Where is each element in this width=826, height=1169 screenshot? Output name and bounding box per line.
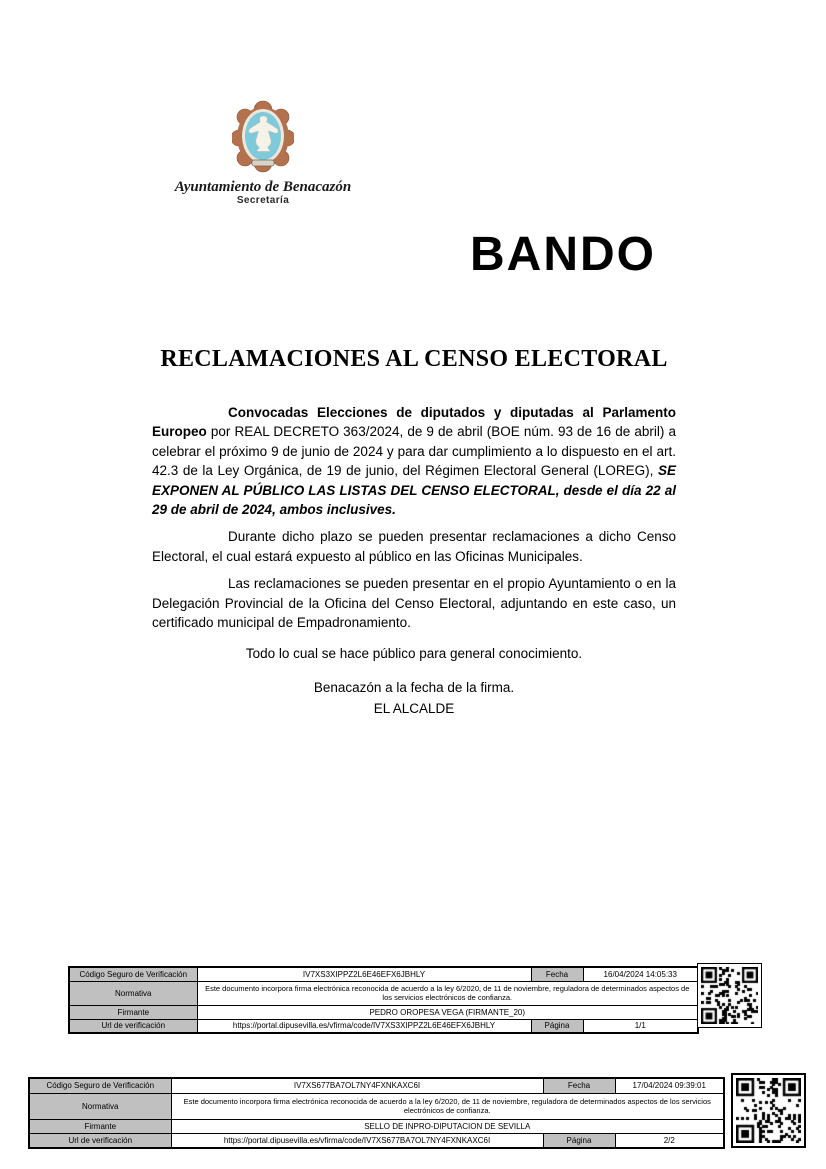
verification-table-1 [68, 966, 699, 1034]
url-value: https://portal.dipusevilla.es/vfirma/code/IV7XS3XIPPZ2L6E46EFX6JBHLY [197, 1019, 531, 1033]
firmante-label: Firmante [29, 1119, 171, 1133]
csv-value: IV7XS677BA7OL7NY4FXNKAXC6I [171, 1078, 543, 1093]
paragraph-reclamaciones: Las reclamaciones se pueden presentar en el propio Ayuntamiento o en la Delegación Provincial de la Oficina del Censo Electoral, adjuntando en este caso, un certificado municipal de Empadronamiento. [152, 576, 676, 631]
qr-frame-1 [697, 963, 762, 1028]
pagina-value: 2/2 [615, 1133, 724, 1148]
fecha-label: Fecha [531, 967, 583, 981]
fecha-value: 17/04/2024 09:39:01 [615, 1078, 724, 1093]
csv-label: Código Seguro de Verificación [69, 967, 197, 981]
paragraph-publico: Todo lo cual se hace público para general conocimiento. [245, 646, 583, 662]
normativa-text: Este documento incorpora firma electrónica reconocida de acuerdo a la ley 6/2020, de 11 de noviembre, reguladora de determinados aspectos de los servicios electrónicos de confianza. [197, 981, 698, 1005]
paragraph-convocatoria-normal: por REAL DECRETO 363/2024, de 9 de abril (BOE núm. 93 de 16 de abril) a celebrar el próximo 9 de junio de 2024 y para dar cumplimiento a lo dispuesto en el art. 42.3 de la Ley Orgánica, de 19 de junio, del Régimen Electoral General (LOREG), [152, 424, 676, 479]
normativa-text: Este documento incorpora firma electrónica reconocida de acuerdo a la ley 6/2020, de 11 de noviembre, reguladora de determinados aspectos de los servicios electrónicos de confianza. [171, 1093, 724, 1119]
url-value: https://portal.dipusevilla.es/vfirma/code/IV7XS677BA7OL7NY4FXNKAXC6I [171, 1133, 543, 1148]
fecha-label: Fecha [543, 1078, 615, 1093]
paragraph-convocatoria-bold: Convocadas Elecciones de diputados y diputadas al Parlamento Europeo [152, 405, 676, 440]
org-department: Secretaría [236, 195, 290, 206]
municipal-logo [168, 100, 358, 207]
pagina-label: Página [543, 1133, 615, 1148]
benacazon-crest-icon [232, 100, 294, 174]
qr-code [736, 1078, 801, 1143]
verification-table-2 [28, 1077, 725, 1149]
pagina-value: 1/1 [583, 1019, 698, 1033]
url-label: Url de verificación [29, 1133, 171, 1148]
fecha-value: 16/04/2024 14:05:33 [583, 967, 698, 981]
paragraph-fecha: Benacazón a la fecha de la firma. [313, 679, 515, 695]
csv-label: Código Seguro de Verificación [29, 1078, 171, 1093]
pagina-label: Página [531, 1019, 583, 1033]
qr-code [701, 967, 758, 1024]
qr-frame-2 [731, 1073, 806, 1148]
firmante-label: Firmante [69, 1005, 197, 1019]
csv-value: IV7XS3XIPPZ2L6E46EFX6JBHLY [197, 967, 531, 981]
normativa-label: Normativa [69, 981, 197, 1005]
paragraph-convocatoria [152, 403, 676, 519]
firmante-value: SELLO DE INPRO-DIPUTACION DE SEVILLA [171, 1119, 724, 1133]
signature-title: EL ALCALDE [373, 701, 455, 717]
document-heading: RECLAMACIONES AL CENSO ELECTORAL [160, 346, 668, 372]
paragraph-plazo: Durante dicho plazo se pueden presentar reclamaciones a dicho Censo Electoral, el cual estará expuesto al público en las Oficinas Municipales. [152, 529, 676, 564]
normativa-label: Normativa [29, 1093, 171, 1119]
paragraph-convocatoria-italic: SE EXPONEN AL PÚBLICO LAS LISTAS DEL CENSO ELECTORAL, desde el día 22 al 29 de abril de 2024, ambos inclusives. [152, 463, 676, 518]
banner-title: BANDO [470, 228, 656, 281]
firmante-value: PEDRO OROPESA VEGA (FIRMANTE_20) [197, 1005, 698, 1019]
org-name: Ayuntamiento de Benacazón [174, 179, 352, 195]
document-body [152, 345, 676, 719]
url-label: Url de verificación [69, 1019, 197, 1033]
